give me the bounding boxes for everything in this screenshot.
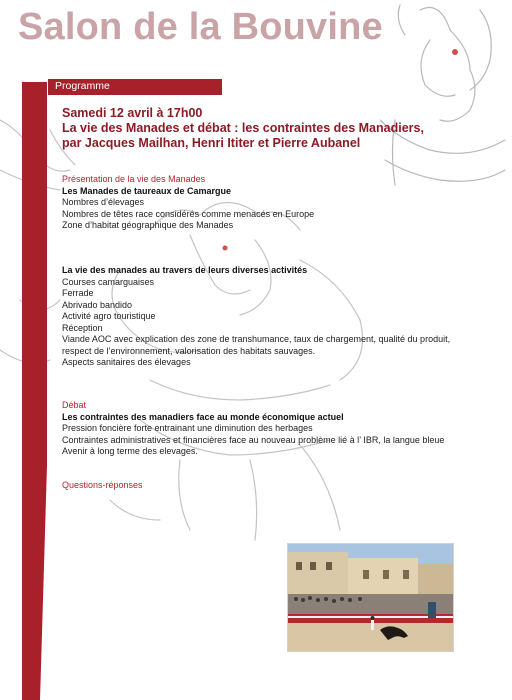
section-kicker: Présentation de la vie des Manades bbox=[62, 174, 206, 184]
event-date: Samedi 12 avril à 17h00 bbox=[62, 106, 203, 120]
section-presentation bbox=[62, 174, 502, 232]
list-item: Viande AOC avec explication des zone de transhumance, taux de chargement, qualité du produit, bbox=[62, 334, 451, 344]
list-item: Nombres d’élevages bbox=[62, 197, 145, 207]
programme-label: Programme bbox=[55, 80, 110, 92]
list-item: respect de l’environnement, valorisation des habitats sauvages. bbox=[62, 345, 316, 356]
section-activites bbox=[62, 265, 502, 369]
list-item: Zone d’habitat géographique des Manades bbox=[62, 220, 234, 230]
section-debat bbox=[62, 400, 502, 458]
list-item: Ferrade bbox=[62, 288, 94, 298]
arena-photo-illustration bbox=[288, 544, 453, 651]
list-item: Abrivado bandido bbox=[62, 299, 133, 310]
list-item: Pression foncière forte entrainant une diminution des herbages bbox=[62, 423, 313, 433]
event-headline bbox=[62, 106, 502, 151]
list-item: Courses camarguaises bbox=[62, 276, 155, 287]
questions-reponses: Questions-réponses bbox=[62, 480, 143, 490]
list-item: Avenir à long terme des elevages. bbox=[62, 446, 198, 456]
page-title: Salon de la Bouvine bbox=[18, 6, 383, 48]
section-heading: Les contraintes des manadiers face au monde économique actuel bbox=[62, 411, 344, 422]
section-heading: Les Manades de taureaux de Camargue bbox=[62, 185, 232, 196]
list-item: Activité agro touristique bbox=[62, 311, 156, 321]
list-item: Contraintes administratives et financières face au nouveau problème lié à l’ IBR, la langue bleue bbox=[62, 434, 445, 445]
list-item: Nombres de têtes race considérés comme menacés en Europe bbox=[62, 208, 315, 219]
event-topic: La vie des Manades et débat : les contraintes des Manadiers, bbox=[62, 121, 424, 135]
section-heading: La vie des manades au travers de leurs diverses activités bbox=[62, 265, 308, 275]
section-kicker: Débat bbox=[62, 400, 87, 410]
arena-photo bbox=[287, 543, 454, 652]
list-item: Réception bbox=[62, 322, 103, 333]
list-item: Aspects sanitaires des élevages bbox=[62, 357, 191, 367]
event-speakers: par Jacques Mailhan, Henri Ititer et Pierre Aubanel bbox=[62, 136, 361, 150]
